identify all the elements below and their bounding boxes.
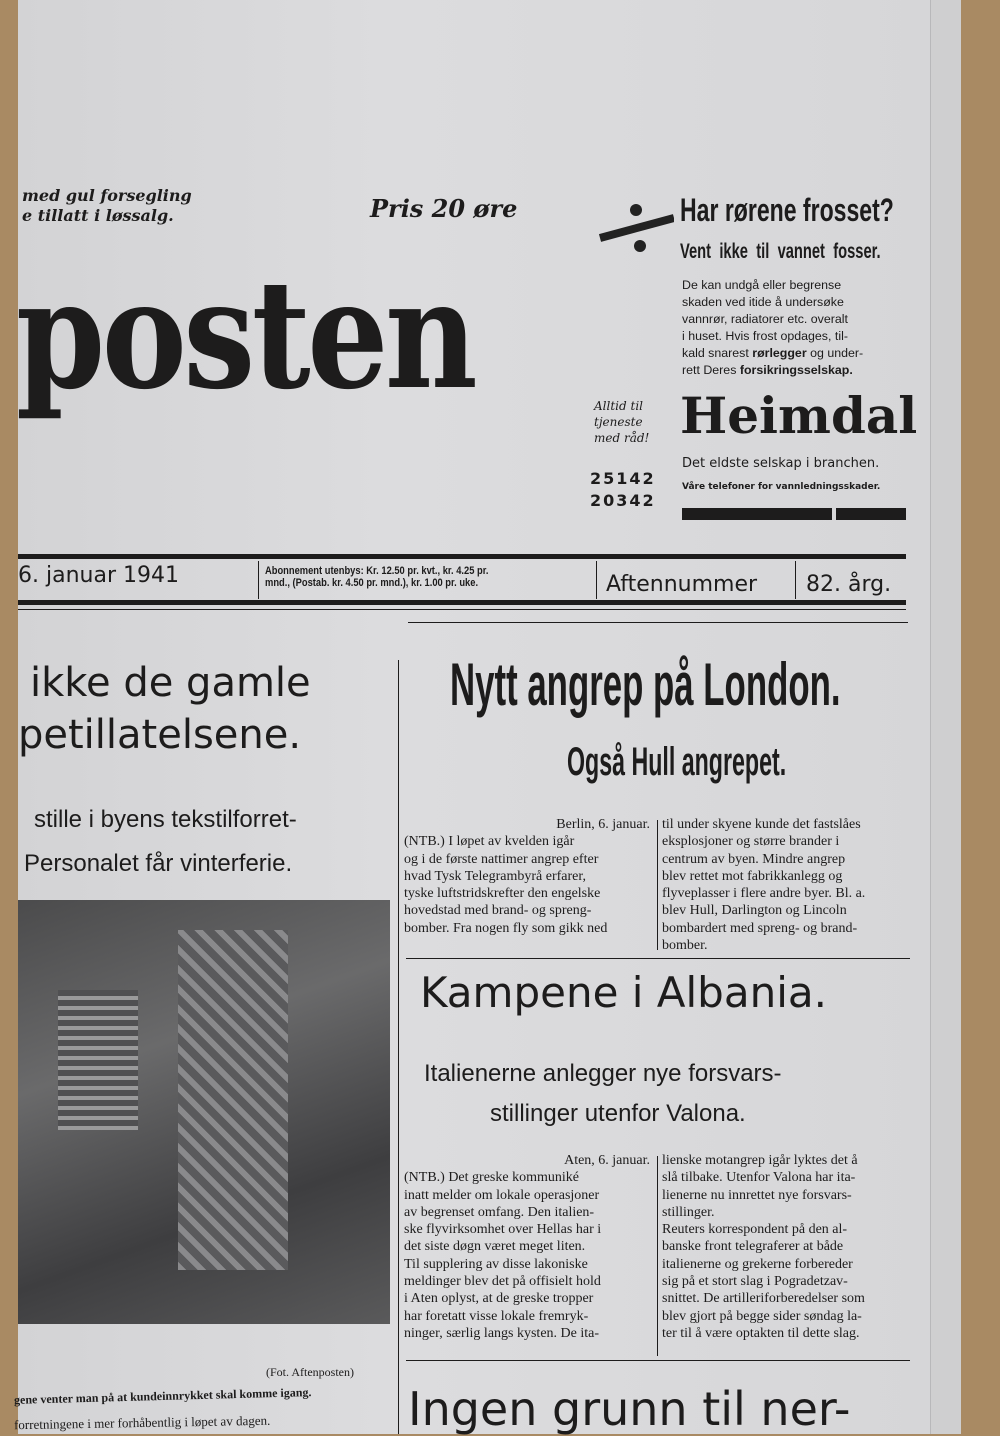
notice-line: e tillatt i løssalg. <box>22 206 174 225</box>
ad-line: De kan undgå eller begrense <box>682 278 842 292</box>
column-rule <box>657 820 658 950</box>
ad-subheadline: Vent ikke til vannet fosser. <box>680 240 881 263</box>
volume: 82. årg. <box>806 572 892 597</box>
london-headline: Nytt angrep på London. <box>450 651 841 718</box>
line: ske flyvirksomhet over Hellas har i <box>404 1222 602 1238</box>
ad-line <box>682 345 912 362</box>
dateline: Berlin, 6. januar. <box>556 817 650 832</box>
edition: Aftennummer <box>606 572 758 597</box>
paper-stack-edge <box>930 0 961 1434</box>
t: rørlegger <box>752 346 807 360</box>
rule <box>406 958 910 959</box>
line: av begrenset omfang. Den italien- <box>404 1204 595 1220</box>
divide-icon <box>596 202 674 246</box>
line: bomber. <box>662 938 708 954</box>
ad-side-text <box>594 398 649 446</box>
line: blev Hull, Darlington og Lincoln <box>662 903 847 919</box>
line: tyske luftstridskrefter den engelske <box>404 886 601 902</box>
line: ter til å være optakten til dette slag. <box>662 1325 860 1341</box>
photo-credit: (Fot. Aftenposten) <box>266 1365 354 1379</box>
ad-tagline: Det eldste selskap i branchen. <box>682 456 880 471</box>
line: ninger, særlig langs kysten. De ita- <box>404 1325 600 1341</box>
line: bombardert med spreng- og brand- <box>662 920 858 936</box>
photo-caption: gene venter man på at kundeinnrykket skal komme igang. <box>13 1385 312 1407</box>
ad-bar <box>682 508 832 520</box>
ad-phone-numbers <box>590 468 656 512</box>
rule <box>258 561 259 599</box>
t: mnd., (Postab. kr. 4.50 pr. mnd.), kr. 1.00 pr. uke. <box>265 577 479 589</box>
dateline: Aten, 6. januar. <box>564 1153 650 1168</box>
t: rett Deres <box>682 363 740 377</box>
phone: 20342 <box>590 491 656 510</box>
line: banske front telegraferer at både <box>662 1239 844 1255</box>
t: Abonnement utenbys: Kr. 12.50 pr. kvt., kr. 4.25 pr. <box>265 565 489 577</box>
line: snittet. De artilleriforberedelser som <box>662 1291 865 1307</box>
line: stillinger. <box>662 1204 715 1220</box>
column-rule <box>398 660 399 1434</box>
line: slå tilbake. Utenfor Valona har ita- <box>662 1170 856 1186</box>
t: og under- <box>806 346 864 360</box>
rule <box>18 609 906 610</box>
line: har foretatt visse lokale fremryk- <box>404 1308 589 1324</box>
ad-phones-label: Våre telefoner for vannledningsskader. <box>682 482 881 492</box>
t: med råd! <box>594 431 650 445</box>
left-headline: petillatelsene. <box>18 712 302 758</box>
london-subheadline: Også Hull angrepet. <box>567 740 787 784</box>
ad-body <box>682 277 912 379</box>
albania-headline: Kampene i Albania. <box>420 968 827 1017</box>
next-headline: Ingen grunn til ner- <box>408 1382 851 1436</box>
albania-subheadline: Italienerne anlegger nye forsvars- <box>424 1060 782 1087</box>
line: hvad Tysk Telegrambyrå erfarer, <box>404 868 586 884</box>
price: Pris 20 øre <box>370 194 518 223</box>
rule <box>18 554 906 559</box>
left-headline: ikke de gamle <box>30 660 311 706</box>
rule <box>406 1360 910 1361</box>
line: Til supplering av disse lakoniske <box>404 1256 588 1272</box>
sale-notice <box>22 186 192 226</box>
line: til under skyene kunde det fastslåes <box>662 817 861 832</box>
ad-headline: Har rørene frosset? <box>680 192 894 228</box>
t: Alltid til <box>594 399 643 413</box>
ad-bar <box>836 508 906 520</box>
photo-shelf <box>178 930 288 1270</box>
line: bomber. Fra nogen fly som gikk ned <box>404 920 608 936</box>
line: meldinger blev det på offisielt hold <box>404 1274 601 1290</box>
t: forsikringsselskap. <box>739 363 853 377</box>
line: (NTB.) Det greske kommuniké <box>404 1170 579 1186</box>
masthead-title: posten <box>16 247 475 423</box>
line: sig på et stort slag i Pogradetzav- <box>662 1274 848 1290</box>
line: flyveplasser i flere andre byer. Bl. a. <box>662 886 866 902</box>
heimdal-logo: Heimdal <box>680 386 918 445</box>
issue-date: 6. januar 1941 <box>18 563 179 588</box>
rule <box>18 600 906 605</box>
left-subheadline: Personalet får vinterferie. <box>24 850 293 877</box>
line: blev rettet mot fabrikkanlegg og <box>662 868 843 884</box>
line: eksplosjoner og større brander i <box>662 834 840 850</box>
albania-subheadline: stillinger utenfor Valona. <box>490 1100 746 1127</box>
store-photo <box>18 900 390 1324</box>
line: og i de første nattimer angrep efter <box>404 851 599 867</box>
rule <box>408 622 908 623</box>
line: (NTB.) I løpet av kvelden igår <box>404 834 575 850</box>
photo-shelf <box>58 990 138 1130</box>
albania-col2 <box>662 1152 912 1342</box>
albania-col1 <box>404 1152 654 1342</box>
ad-line: i huset. Hvis frost opdages, til- <box>682 329 848 343</box>
left-subheadline: stille i byens tekstilforret- <box>34 806 297 833</box>
ad-line <box>682 362 912 379</box>
subscription-info <box>265 565 488 589</box>
line: lienske motangrep igår lyktes det å <box>662 1153 858 1168</box>
london-col1 <box>404 816 654 937</box>
column-rule <box>657 1156 658 1356</box>
cut-line: forretningene i mer forhåbentlig i løpet av dagen. <box>13 1412 271 1433</box>
rule <box>596 561 597 599</box>
line: hovedstad med brand- og spreng- <box>404 903 592 919</box>
divide-dot <box>634 240 646 252</box>
line: centrum av byen. Mindre angrep <box>662 851 846 867</box>
line: i Aten oplyst, at de greske tropper <box>404 1291 594 1307</box>
ad-line: vannrør, radiatorer etc. overalt <box>682 312 848 326</box>
notice-line: med gul forsegling <box>22 186 192 205</box>
t: tjeneste <box>594 415 643 429</box>
line: inatt melder om lokale operasjoner <box>404 1187 600 1203</box>
phone: 25142 <box>590 469 656 488</box>
t: kald snarest <box>682 346 753 360</box>
london-col2 <box>662 816 912 954</box>
line: italienerne og grekerne forbereder <box>662 1256 853 1272</box>
line: Reuters korrespondent på den al- <box>662 1222 848 1238</box>
rule <box>795 561 796 599</box>
line: lienerne nu innrettet nye forsvars- <box>662 1187 852 1203</box>
line: blev gjort på begge sider søndag la- <box>662 1308 862 1324</box>
line: det siste døgn været meget liten. <box>404 1239 586 1255</box>
ad-line: skaden ved itide å undersøke <box>682 295 844 309</box>
